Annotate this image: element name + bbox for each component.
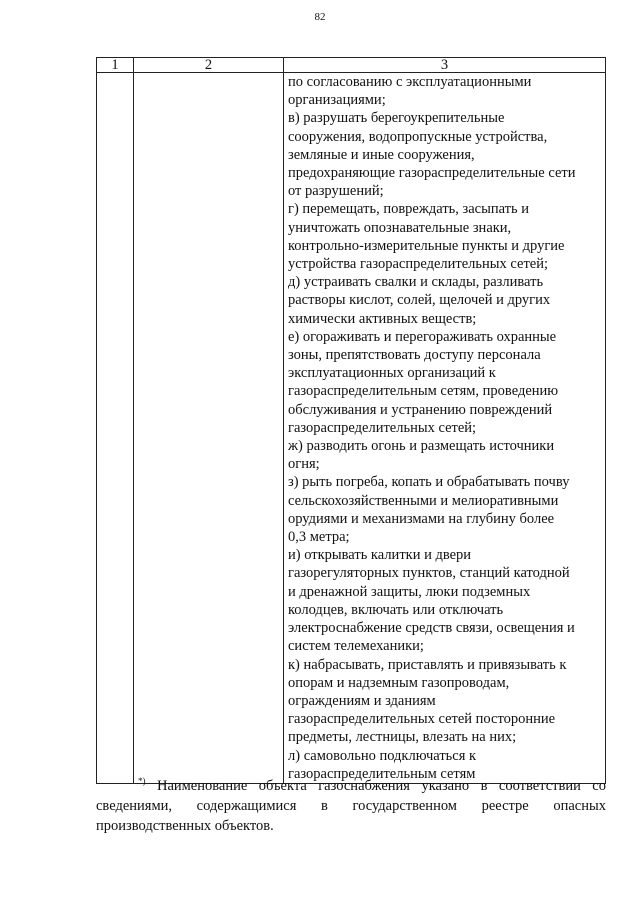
text-line: устройства газораспределительных сетей; bbox=[288, 256, 549, 273]
text-line: газораспределительным сетям bbox=[288, 765, 476, 782]
footnote-marker: *) bbox=[138, 776, 146, 787]
text-line: к) набрасывать, приставлять и привязывать к bbox=[288, 656, 567, 673]
text-line: орудиями и механизмами на глубину более bbox=[288, 510, 555, 527]
text-line: опорам и надземным газопроводам, bbox=[288, 674, 510, 691]
page-number: 82 bbox=[314, 11, 326, 23]
table-cell-col2 bbox=[134, 73, 284, 787]
text-line: предохраняющие газораспределительные сети bbox=[288, 165, 576, 182]
text-line: контрольно-измерительные пункты и другие bbox=[288, 237, 565, 254]
text-line: 0,3 метра; bbox=[288, 529, 350, 546]
text-line: ж) разводить огонь и размещать источники bbox=[288, 438, 555, 455]
text-line: л) самовольно подключаться к bbox=[288, 747, 477, 764]
text-line: предметы, лестницы, влезать на них; bbox=[288, 729, 517, 746]
text-line: и дренажной защиты, люки подземных bbox=[288, 583, 531, 600]
text-line: е) огораживать и перегораживать охранные bbox=[288, 328, 557, 345]
text-line: растворы кислот, солей, щелочей и других bbox=[288, 292, 551, 309]
table-cell-col3 bbox=[284, 73, 606, 784]
footnote-line-1 bbox=[96, 776, 606, 796]
text-line: сельскохозяйственными и мелиоративными bbox=[288, 492, 559, 509]
column-header-3: 3 bbox=[284, 58, 606, 73]
text-line: колодцев, включать или отключать bbox=[288, 601, 504, 618]
text-line: зоны, препятствовать доступу персонала bbox=[288, 347, 541, 364]
text-line: обслуживания и устранению повреждений bbox=[288, 401, 553, 418]
text-line: систем телемеханики; bbox=[288, 638, 424, 655]
footnote bbox=[96, 776, 606, 836]
text-line: электроснабжение средств связи, освещения и bbox=[288, 620, 575, 637]
table-header-row bbox=[97, 58, 606, 73]
text-line: эксплуатационных организаций к bbox=[288, 365, 496, 382]
column-header-1: 1 bbox=[97, 58, 134, 73]
text-line: в) разрушать берегоукрепительные bbox=[288, 110, 505, 127]
table-row bbox=[97, 73, 606, 784]
text-line: газораспределительных сетей; bbox=[288, 419, 477, 436]
footnote-line-2: сведениями, содержащимися в государственном реестре опасных bbox=[96, 798, 606, 814]
text-line: г) перемещать, повреждать, засыпать и bbox=[288, 201, 530, 218]
text-line: земляные и иные сооружения, bbox=[288, 146, 475, 163]
text-line: ограждениям и зданиям bbox=[288, 692, 436, 709]
text-line: химически активных веществ; bbox=[288, 310, 477, 327]
text-line: газорегуляторных пунктов, станций катодной bbox=[288, 565, 570, 582]
text-line: газораспределительных сетей посторонние bbox=[288, 711, 556, 728]
text-line: по согласованию с эксплуатационными bbox=[288, 74, 532, 90]
text-line: уничтожать опознавательные знаки, bbox=[288, 219, 512, 236]
text-line: и) открывать калитки и двери bbox=[288, 547, 472, 564]
column-header-2: 2 bbox=[134, 58, 284, 73]
text-line: от разрушений; bbox=[288, 183, 384, 200]
table-cell-col1 bbox=[97, 73, 134, 784]
footnote-line-3: производственных объектов. bbox=[96, 818, 274, 834]
text-line: газораспределительным сетям, проведению bbox=[288, 383, 559, 400]
text-line: огня; bbox=[288, 456, 320, 473]
text-line: з) рыть погреба, копать и обрабатывать почву bbox=[288, 474, 570, 491]
footnote-text-1: Наименование объекта газоснабжения указано в соответствии со bbox=[156, 778, 606, 794]
text-line: сооружения, водопропускные устройства, bbox=[288, 128, 548, 145]
text-line: д) устраивать свалки и склады, разливать bbox=[288, 274, 544, 291]
text-line: организациями; bbox=[288, 92, 386, 109]
